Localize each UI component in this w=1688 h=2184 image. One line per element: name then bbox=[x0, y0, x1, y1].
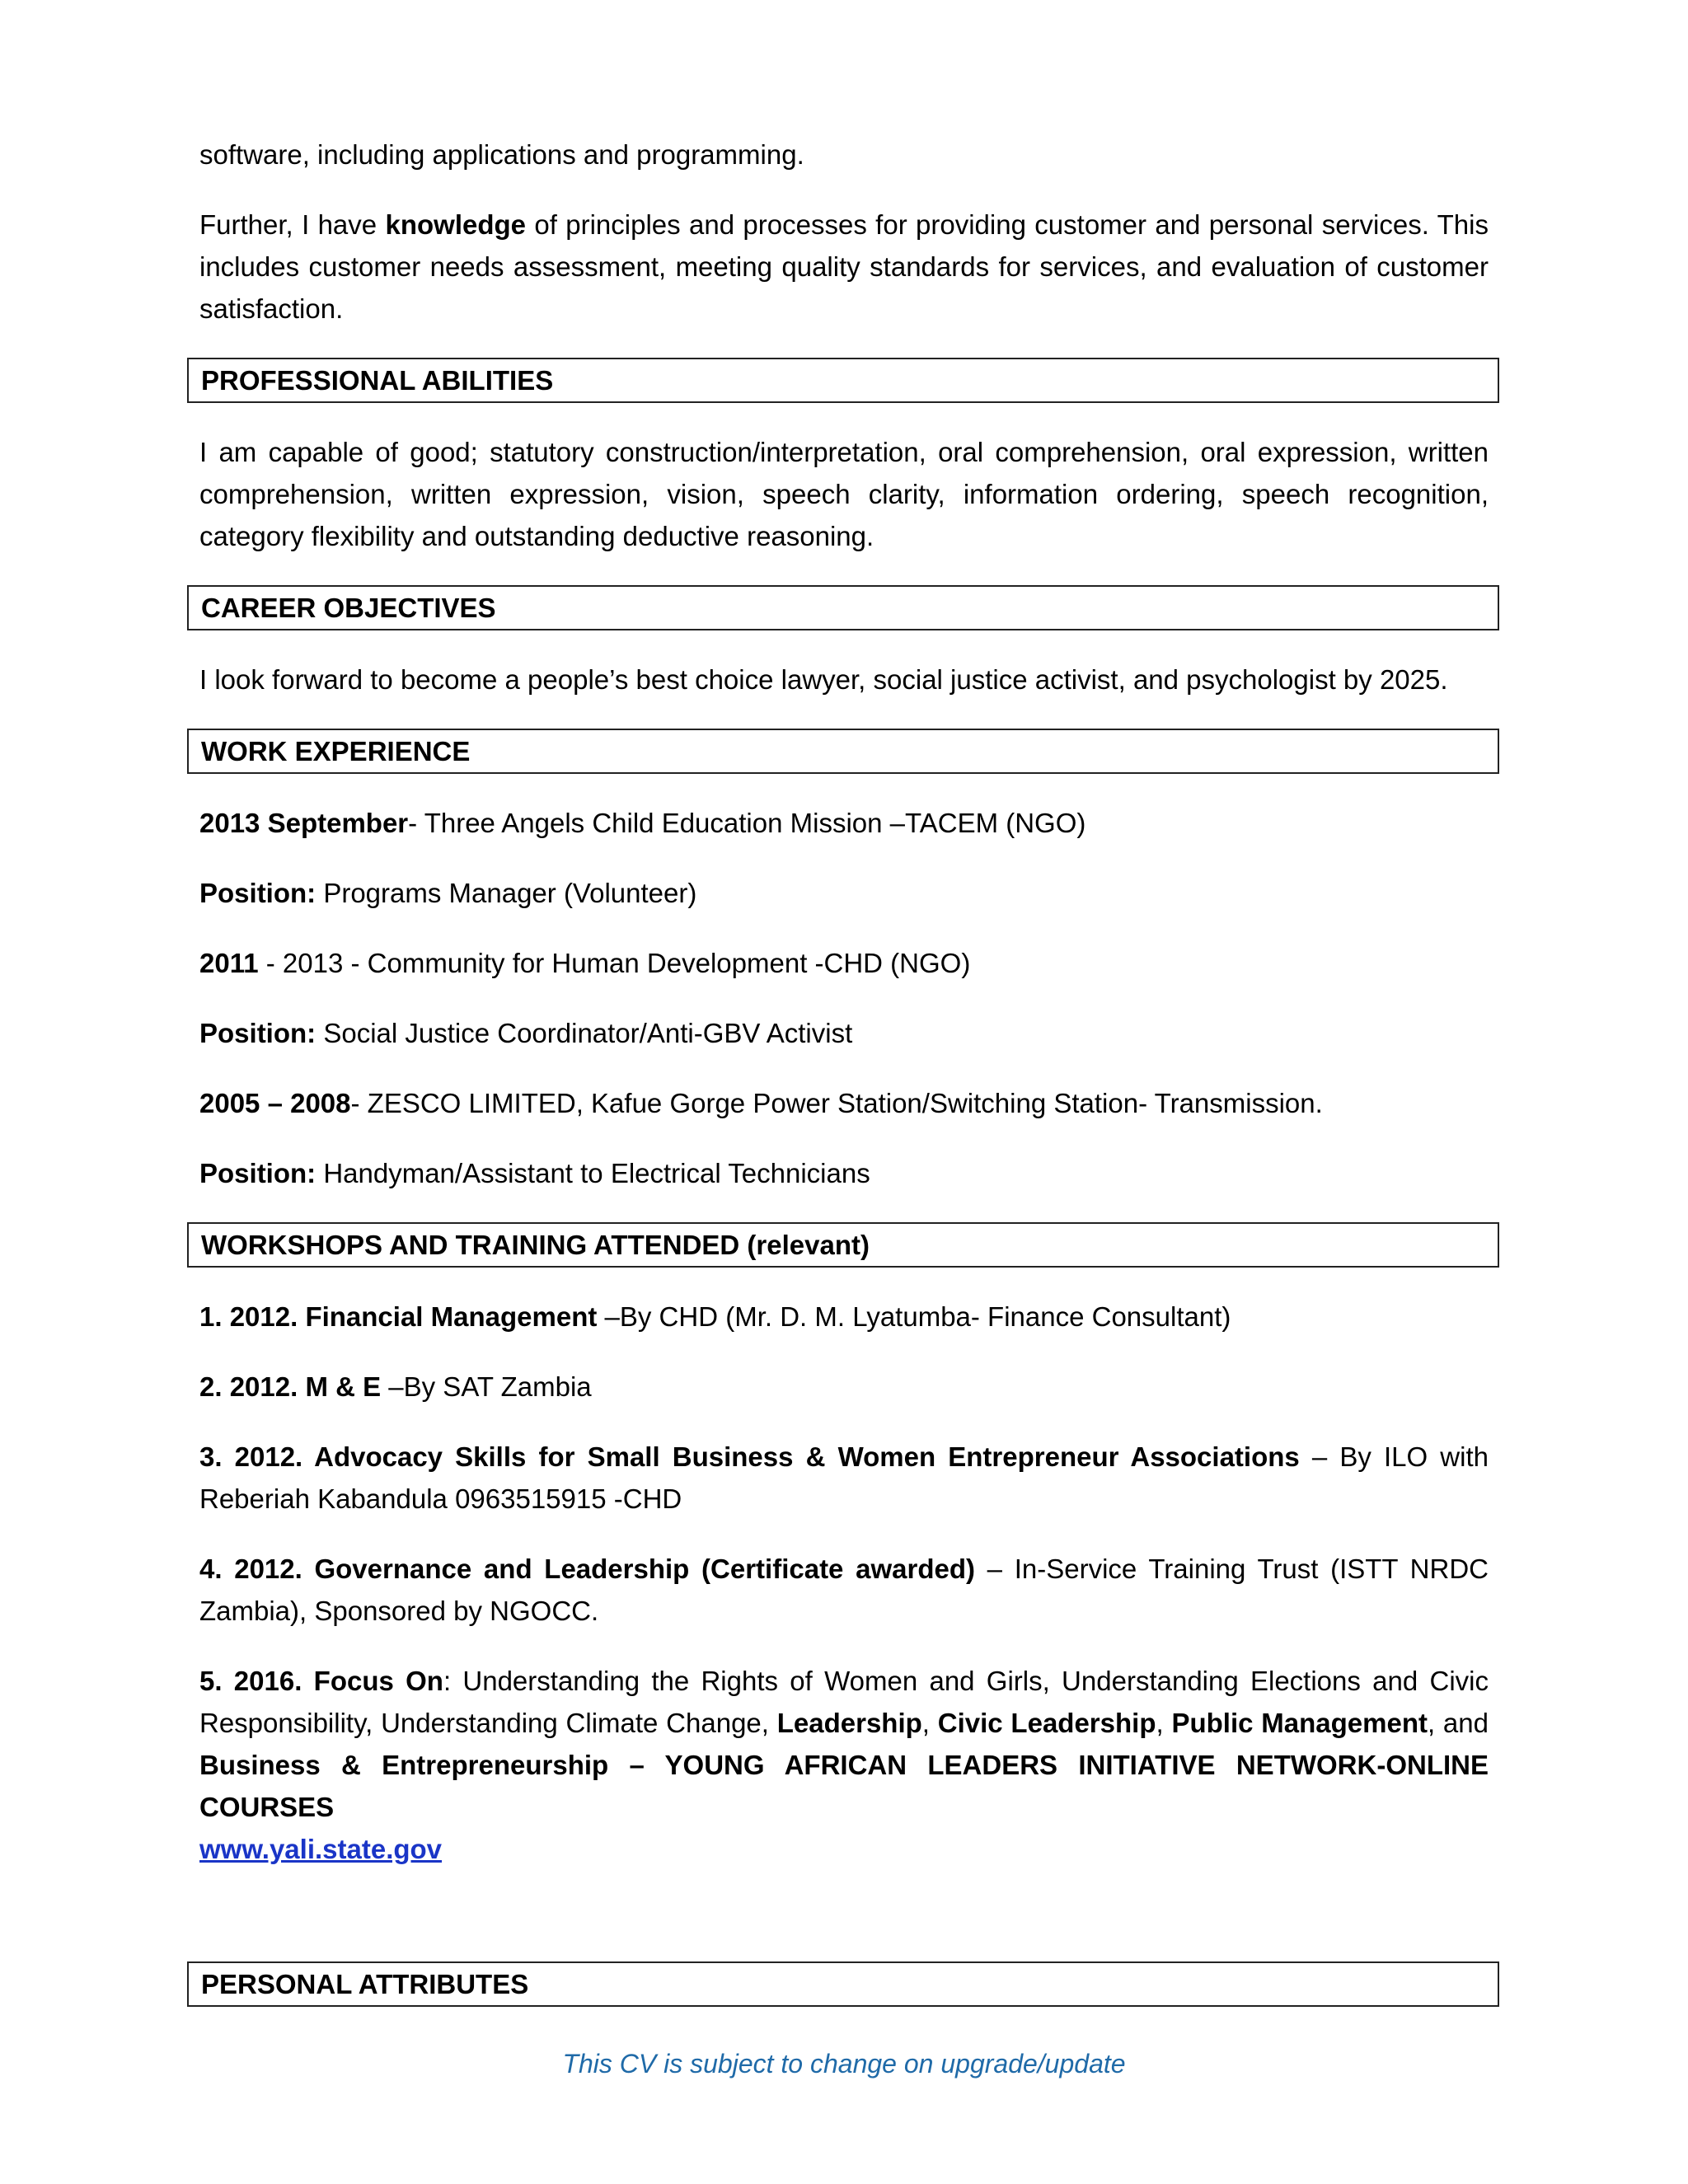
training-5: 5. 2016. Focus On: Understanding the Rights of Women and Girls, Understanding Elections and Civic Responsibility, Understanding Climate Change, Leadership, Civic Leadership, Public Management, and Business & Entrepreneurship – YOUNG AFRICAN LEADERS INITIATIVE NETWORK-ONLINE COURSES www.yali.state.gov bbox=[199, 1666, 1489, 1864]
section-header-professional-abilities: PROFESSIONAL ABILITIES bbox=[187, 358, 1499, 403]
job-1: 2013 September- Three Angels Child Education Mission –TACEM (NGO) bbox=[199, 808, 1086, 838]
section-header-personal-attributes: PERSONAL ATTRIBUTES bbox=[187, 1961, 1499, 2007]
section-header-career-objectives: CAREER OBJECTIVES bbox=[187, 585, 1499, 630]
section-header-workshops: WORKSHOPS AND TRAINING ATTENDED (relevant) bbox=[187, 1222, 1499, 1268]
training-3: 3. 2012. Advocacy Skills for Small Business & Women Entrepreneur Associations – By ILO with Reberiah Kabandula 0963515915 -CHD bbox=[199, 1441, 1489, 1514]
training-1: 1. 2012. Financial Management –By CHD (Mr. D. M. Lyatumba- Finance Consultant) bbox=[199, 1301, 1231, 1332]
training-2: 2. 2012. M & E –By SAT Zambia bbox=[199, 1371, 592, 1402]
yali-link[interactable]: www.yali.state.gov bbox=[199, 1834, 443, 1864]
intro-paragraph-2: Further, I have knowledge of principles and processes for providing customer and personal services. This includes customer needs assessment, meeting quality standards for services, and evaluation of customer satisfaction. bbox=[199, 209, 1489, 324]
objectives-paragraph: I look forward to become a people’s best choice lawyer, social justice activist, and psychologist by 2025. bbox=[199, 664, 1448, 695]
job-3: 2005 – 2008- ZESCO LIMITED, Kafue Gorge Power Station/Switching Station- Transmission. bbox=[199, 1088, 1323, 1118]
abilities-paragraph: I am capable of good; statutory construction/interpretation, oral comprehension, oral expression, written comprehension, written expression, vision, speech clarity, information ordering, speech recognition, category flexibility and outstanding deductive reasoning. bbox=[199, 437, 1489, 551]
intro-paragraph-1: software, including applications and programming. bbox=[199, 139, 804, 170]
footer-note: This CV is subject to change on upgrade/update bbox=[562, 2049, 1126, 2079]
training-4: 4. 2012. Governance and Leadership (Certificate awarded) – In-Service Training Trust (ISTT NRDC Zambia), Sponsored by NGOCC. bbox=[199, 1554, 1489, 1626]
section-header-work-experience: WORK EXPERIENCE bbox=[187, 729, 1499, 774]
job-3-position: Position: Handyman/Assistant to Electrical Technicians bbox=[199, 1158, 870, 1188]
job-1-position: Position: Programs Manager (Volunteer) bbox=[199, 878, 697, 908]
job-2: 2011 - 2013 - Community for Human Development -CHD (NGO) bbox=[199, 948, 971, 978]
job-2-position: Position: Social Justice Coordinator/Anti-GBV Activist bbox=[199, 1018, 853, 1048]
cv-content bbox=[199, 134, 1489, 2035]
